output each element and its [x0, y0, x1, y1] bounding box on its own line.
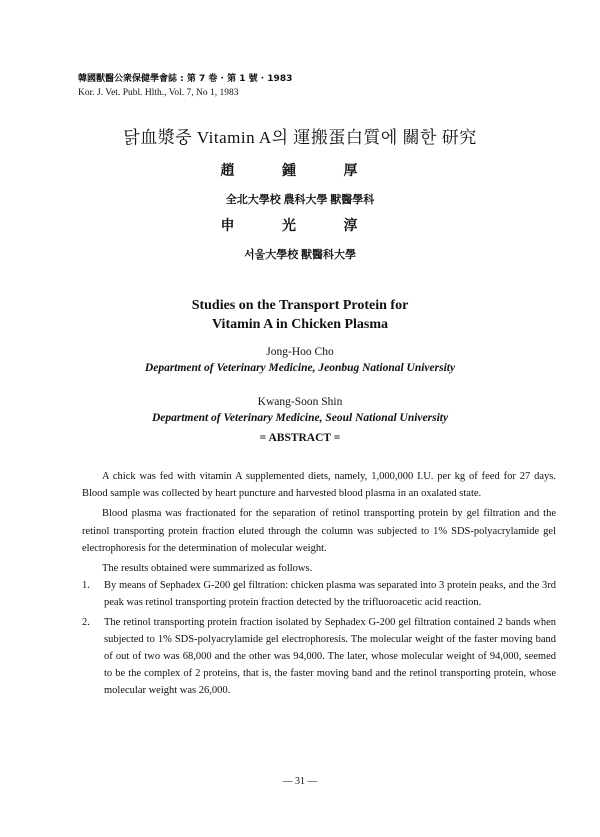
- result-text: By means of Sephadex G-200 gel filtration: chicken plasma was separated into 3 protein peaks, and the 3rd peak was retinol transporting protein fraction detected by the trifluoroacetic acid reaction.: [104, 580, 556, 609]
- korean-author-2: 申 光 淳: [220, 219, 380, 234]
- results-list: [82, 577, 556, 699]
- english-title-line-2: Vitamin A in Chicken Plasma: [211, 317, 389, 332]
- korean-affiliation-2: 서울大學校 獸醫科大學: [243, 249, 356, 261]
- english-affiliation-2: Department of Veterinary Medicine, Seoul National University: [151, 412, 449, 424]
- english-title-line-1: Studies on the Transport Protein for: [191, 298, 409, 313]
- result-item-1: [82, 577, 556, 611]
- abstract-paragraph-1: A chick was fed with vitamin A supplemented diets, namely, 1,000,000 I.U. per kg of feed for 27 days. Blood sample was collected by heart puncture and harvested blood plasma in an oxalated state.: [82, 471, 556, 500]
- english-author-2: Kwang-Soon Shin: [257, 396, 343, 408]
- journal-korean-line: 韓國獸醫公衆保健學會誌 : 第 7 卷 · 第 1 號 · 1983: [78, 74, 293, 84]
- korean-affiliation-1: 全北大學校 農科大學 獸醫學科: [225, 194, 375, 206]
- result-number: 1.: [82, 580, 90, 592]
- english-affiliation-1: Department of Veterinary Medicine, Jeonbug National University: [144, 362, 456, 374]
- abstract-body: [82, 468, 556, 702]
- result-text: The retinol transporting protein fraction isolated by Sephadex G-200 gel filtration contained 2 bands when subjected to 1% SDS-polyacrylamide gel electrophoresis. The molecular weight of the faster moving band of out of two was 68,000 and the other was 94,000. The later, whose molecular weight of 94,000, seemed to be the complex of 2 proteins, that is, the faster moving band and the retinol transporting protein, whose molecular weight was 26,000.: [104, 616, 556, 697]
- english-title: [0, 296, 600, 334]
- korean-author-1: 趙 鍾 厚: [220, 164, 380, 179]
- result-item-2: [82, 614, 556, 700]
- english-author-1: Jong-Hoo Cho: [266, 346, 334, 358]
- abstract-heading: = ABSTRACT =: [259, 432, 341, 444]
- result-number: 2.: [82, 616, 90, 628]
- journal-english-line: Kor. J. Vet. Publ. Hlth., Vol. 7, No 1, 1983: [78, 88, 239, 98]
- abstract-paragraph-2: Blood plasma was fractionated for the separation of retinol transporting protein by gel filtration and the retinol transporting protein fraction eluted through the column was subjected to 1% SDS-polyacrylamide gel electrophoresis for the determination of molecular weight.: [82, 508, 556, 554]
- page-number: — 31 —: [282, 776, 318, 787]
- results-intro: The results obtained were summarized as follows.: [102, 563, 313, 575]
- korean-title: 닭血漿중 Vitamin A의 運搬蛋白質에 關한 研究: [123, 128, 477, 147]
- journal-header: [78, 72, 292, 100]
